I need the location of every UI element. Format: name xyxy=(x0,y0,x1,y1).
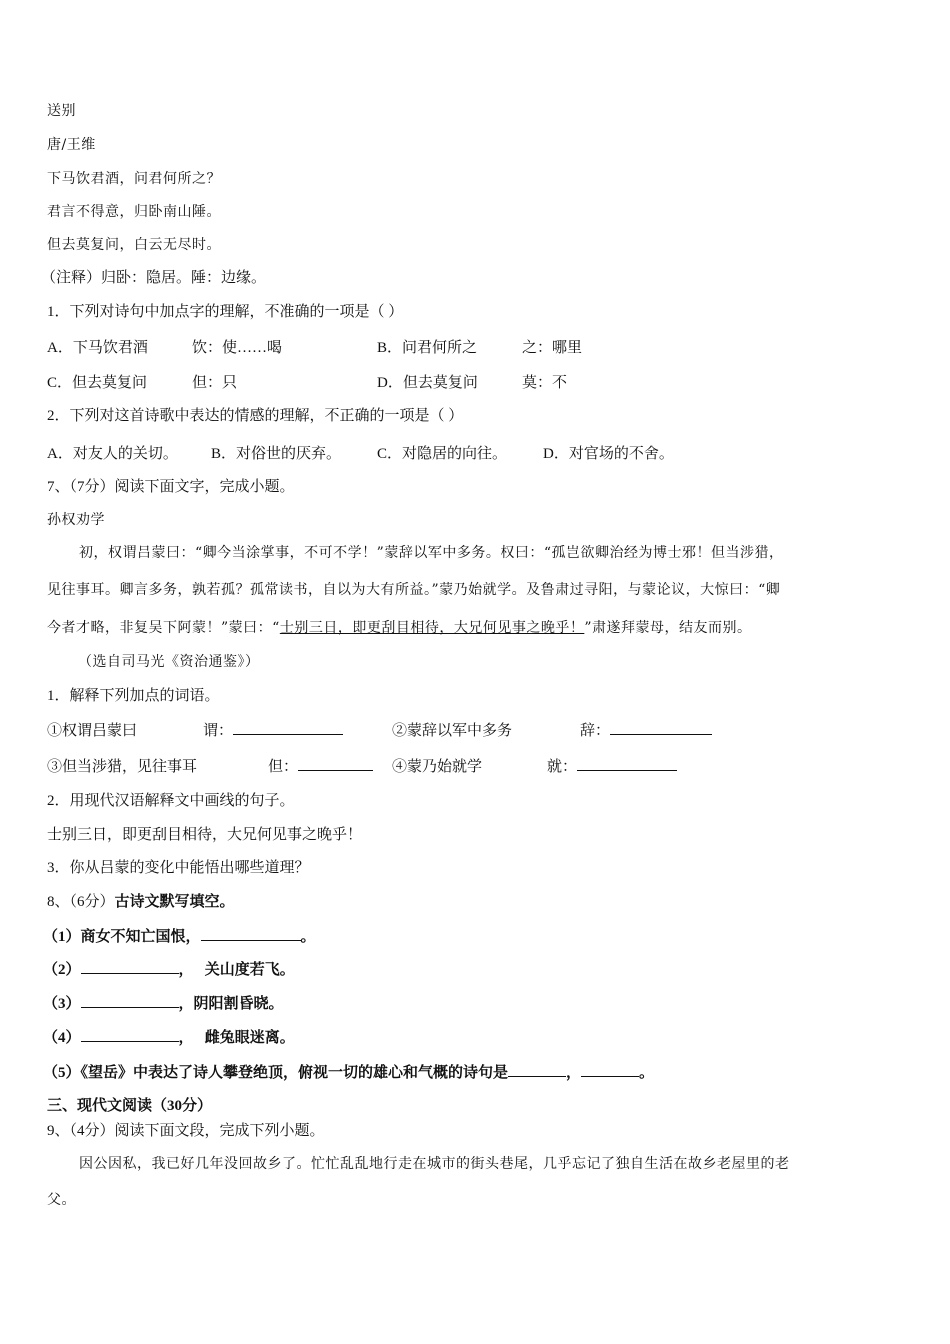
vocab-blank-2[interactable] xyxy=(610,720,712,735)
fill-item-4-post: ， 雌兔眼迷离。 xyxy=(178,1030,295,1046)
q1-option-a-gloss: 饮：使……喝 xyxy=(192,340,283,356)
fill-item-4-pre: （4） xyxy=(43,1030,81,1046)
poem-line-2: 君言不得意，归卧南山陲。 xyxy=(47,204,221,220)
vocab-blank-4[interactable] xyxy=(577,756,677,771)
q1-option-a-label: A．下马饮君酒 xyxy=(47,340,148,356)
poem-line-1: 下马饮君酒，问君何所之？ xyxy=(47,171,221,187)
fill-item-3-post: ，阴阳割昏晓。 xyxy=(178,996,284,1012)
vocab-key-3: 但： xyxy=(268,759,299,775)
vocab-item-3: ③但当涉猎，见往事耳 xyxy=(47,759,198,775)
para-line-3-end: ”肃遂拜蒙母，结友而别。 xyxy=(584,620,752,636)
fill-blank-5a[interactable] xyxy=(508,1062,566,1077)
section9-para-line-2: 父。 xyxy=(47,1192,76,1208)
section7-para-line-2: 见往事耳。卿言多务，孰若孤？孤常读书，自以为大有所益。”蒙乃始就学。及鲁肃过寻阳，与蒙论议，大惊曰：“卿 xyxy=(47,582,781,598)
q1-option-b-gloss: 之：哪里 xyxy=(522,340,583,356)
fill-blank-5b[interactable] xyxy=(581,1062,639,1077)
section7-para-line-1: 初，权谓吕蒙曰：“卿今当涂掌事，不可不学！”蒙辞以军中多务。权曰：“孤岂欲卿治经为博士邪！但当涉猎， xyxy=(79,545,784,561)
fill-item-3-pre: （3） xyxy=(43,996,81,1012)
q2-option-d: D．对官场的不舍。 xyxy=(543,446,674,462)
section7-q1: 1．解释下列加点的词语。 xyxy=(47,688,220,704)
vocab-item-1-answer xyxy=(203,719,343,740)
section7-q3: 3．你从吕蒙的变化中能悟出哪些道理？ xyxy=(47,860,310,876)
q1-option-d-gloss: 莫：不 xyxy=(522,375,568,391)
underlined-sentence: 士别三日，即更刮目相待，大兄何见事之晚乎！ xyxy=(279,620,585,636)
vocab-item-2-answer xyxy=(580,719,712,740)
fill-blank-2[interactable] xyxy=(81,959,179,974)
fill-item-1 xyxy=(43,926,316,947)
section8-header-prefix: 8、（6分） xyxy=(47,894,115,910)
section9-q: 9、（4分）阅读下面文段，完成下列小题。 xyxy=(47,1123,325,1139)
vocab-key-2: 辞： xyxy=(580,723,611,739)
q1-option-c: C．但去莫复问 xyxy=(47,375,148,391)
vocab-blank-3[interactable] xyxy=(298,756,373,771)
fill-item-2 xyxy=(43,959,295,980)
fill-item-1-post: 。 xyxy=(300,929,316,945)
q2-option-c: C．对隐居的向往。 xyxy=(377,446,508,462)
q2-option-b: B．对俗世的厌弃。 xyxy=(211,446,342,462)
para-line-3-start: 今者才略，非复吴下阿蒙！”蒙曰：“ xyxy=(47,620,280,636)
q1-stem: 1．下列对诗句中加点字的理解，不准确的一项是（ ） xyxy=(47,304,404,320)
fill-item-2-post: ， 关山度若飞。 xyxy=(178,962,295,978)
fill-blank-3[interactable] xyxy=(81,993,179,1008)
vocab-item-4: ④蒙乃始就学 xyxy=(392,759,483,775)
section7-header: 7、（7分）阅读下面文字，完成小题。 xyxy=(47,479,295,495)
poem-line-3: 但去莫复问，白云无尽时。 xyxy=(47,237,221,253)
fill-blank-4[interactable] xyxy=(81,1027,179,1042)
fill-item-5 xyxy=(43,1062,654,1083)
section7-para-line-3 xyxy=(47,618,752,638)
fill-blank-1[interactable] xyxy=(201,926,301,941)
fill-item-3 xyxy=(43,993,284,1014)
q2-option-a: A．对友人的关切。 xyxy=(47,446,178,462)
fill-item-1-pre: （1）商女不知亡国恨， xyxy=(43,929,201,945)
poem-title: 送别 xyxy=(47,103,76,119)
q1-option-a xyxy=(47,336,148,357)
fill-item-4 xyxy=(43,1027,295,1048)
vocab-item-1: ①权谓吕蒙曰 xyxy=(47,723,138,739)
section7-q2: 2．用现代汉语解释文中画线的句子。 xyxy=(47,793,295,809)
vocab-item-4-answer xyxy=(547,755,677,776)
vocab-key-1: 谓： xyxy=(203,723,234,739)
fill-item-2-pre: （2） xyxy=(43,962,81,978)
fill-item-5-mid: ， xyxy=(566,1065,582,1081)
section8-header xyxy=(47,892,235,912)
section7-source: （选自司马光《资治通鉴》） xyxy=(78,654,260,670)
vocab-key-4: 就： xyxy=(547,759,578,775)
vocab-blank-1[interactable] xyxy=(233,720,343,735)
q1-option-b: B．问君何所之 xyxy=(377,340,478,356)
section7-q2-sentence: 士别三日，即更刮目相待，大兄何见事之晚乎！ xyxy=(47,827,363,843)
poem-author: 唐/王维 xyxy=(47,137,96,153)
vocab-item-3-answer xyxy=(268,755,373,776)
fill-item-5-pre: （5）《望岳》中表达了诗人攀登绝顶，俯视一切的雄心和气概的诗句是 xyxy=(43,1065,509,1081)
section3-header: 三、现代文阅读（30分） xyxy=(47,1098,213,1114)
fill-item-5-post: 。 xyxy=(639,1065,655,1081)
q1-option-d: D．但去莫复问 xyxy=(377,375,478,391)
section8-header-title: 古诗文默写填空。 xyxy=(114,894,235,910)
section9-para-line-1: 因公因私，我已好几年没回故乡了。忙忙乱乱地行走在城市的街头巷尾，几乎忘记了独自生活在故乡老屋里的老 xyxy=(79,1156,790,1172)
q2-stem: 2．下列对这首诗歌中表达的情感的理解，不正确的一项是（ ） xyxy=(47,408,464,424)
section7-title: 孙权劝学 xyxy=(47,512,105,528)
q1-option-c-gloss: 但：只 xyxy=(192,375,238,391)
poem-note: （注释）归卧：隐居。陲：边缘。 xyxy=(41,270,267,286)
vocab-item-2: ②蒙辞以军中多务 xyxy=(392,723,513,739)
